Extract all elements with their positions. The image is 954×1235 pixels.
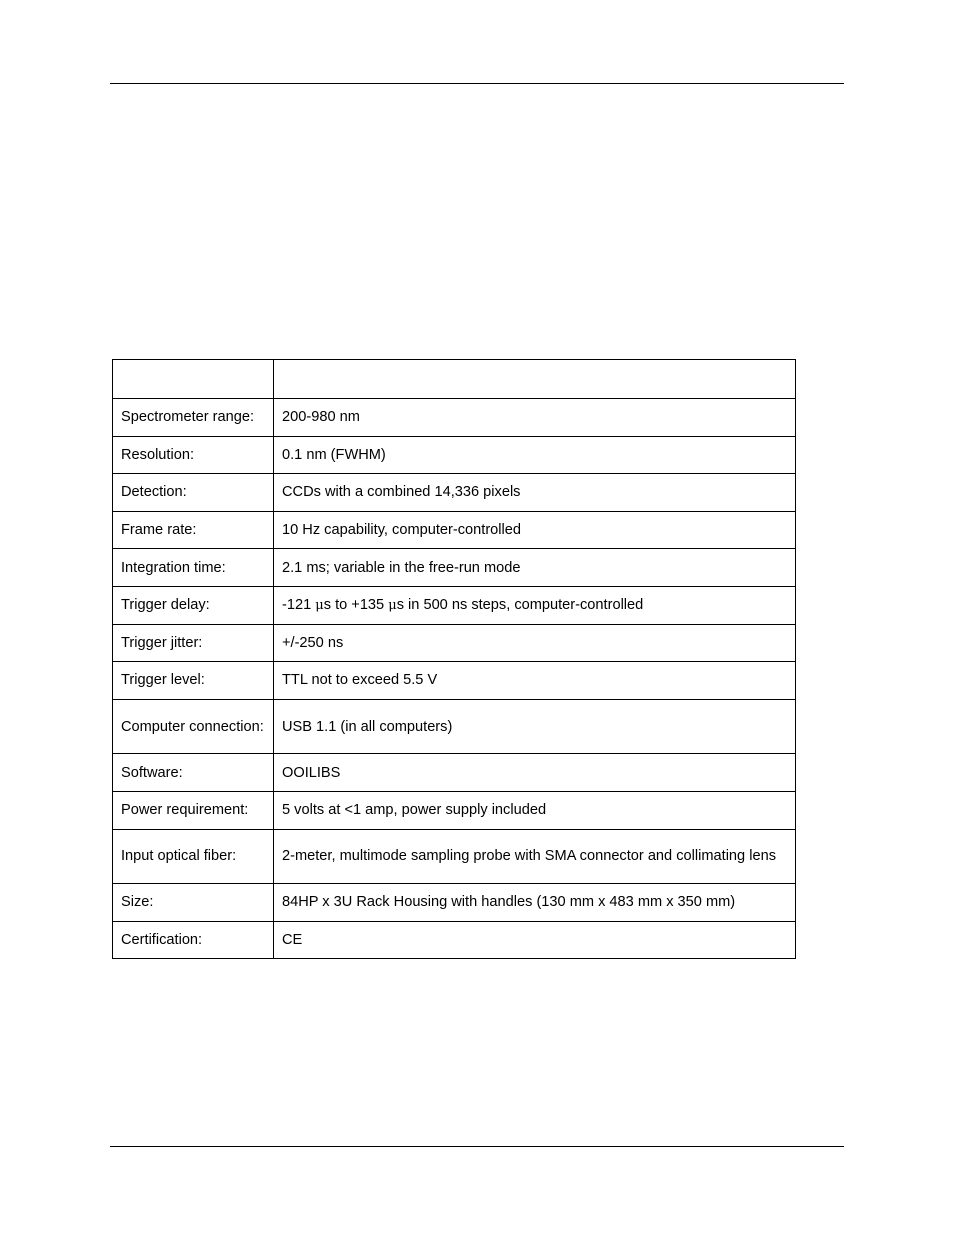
footer-rule: [110, 1146, 844, 1147]
spec-label: Input optical fiber:: [113, 829, 274, 884]
spec-value: 84HP x 3U Rack Housing with handles (130 mm x 483 mm x 350 mm): [274, 884, 796, 922]
table-row: [113, 511, 796, 549]
spec-label: Trigger level:: [113, 662, 274, 700]
spec-value: [274, 586, 796, 624]
spec-label: Power requirement:: [113, 791, 274, 829]
table-header-row: [113, 360, 796, 399]
spec-value: 2-meter, multimode sampling probe with SMA connector and collimating lens: [274, 829, 796, 884]
table-row: [113, 436, 796, 474]
value-text: s in 500 ns steps, computer-controlled: [396, 596, 644, 613]
spec-label: Integration time:: [113, 549, 274, 587]
spec-label: Certification:: [113, 921, 274, 959]
spec-label: Software:: [113, 754, 274, 792]
table-row: [113, 699, 796, 754]
table-row: [113, 474, 796, 512]
spec-value: TTL not to exceed 5.5 V: [274, 662, 796, 700]
table-row: [113, 791, 796, 829]
table-row: [113, 399, 796, 437]
table-row: [113, 829, 796, 884]
table-row: [113, 549, 796, 587]
specifications-table: [112, 359, 796, 959]
spec-value: 5 volts at <1 amp, power supply included: [274, 791, 796, 829]
table-row: [113, 884, 796, 922]
value-text: s to +135: [323, 596, 389, 613]
spec-label: Detection:: [113, 474, 274, 512]
table-row: [113, 921, 796, 959]
header-rule: [110, 83, 844, 84]
table-row: [113, 662, 796, 700]
spec-value: 200-980 nm: [274, 399, 796, 437]
spec-label: Resolution:: [113, 436, 274, 474]
spec-value: CE: [274, 921, 796, 959]
spec-value: 0.1 nm (FWHM): [274, 436, 796, 474]
micro-symbol: μ: [315, 597, 324, 613]
spec-value: +/-250 ns: [274, 624, 796, 662]
table-row: [113, 624, 796, 662]
spec-value: USB 1.1 (in all computers): [274, 699, 796, 754]
spec-value: 2.1 ms; variable in the free-run mode: [274, 549, 796, 587]
micro-symbol: μ: [388, 597, 397, 613]
spec-value: CCDs with a combined 14,336 pixels: [274, 474, 796, 512]
header-value-cell: [274, 360, 796, 399]
spec-label: Trigger jitter:: [113, 624, 274, 662]
table-row: [113, 754, 796, 792]
spec-label: Size:: [113, 884, 274, 922]
spec-label: Computer connection:: [113, 699, 274, 754]
spec-label: Trigger delay:: [113, 586, 274, 624]
header-label-cell: [113, 360, 274, 399]
spec-label: Frame rate:: [113, 511, 274, 549]
value-text: -121: [282, 596, 316, 613]
spec-value: 10 Hz capability, computer-controlled: [274, 511, 796, 549]
spec-label: Spectrometer range:: [113, 399, 274, 437]
table-row: [113, 586, 796, 624]
spec-value: OOILIBS: [274, 754, 796, 792]
